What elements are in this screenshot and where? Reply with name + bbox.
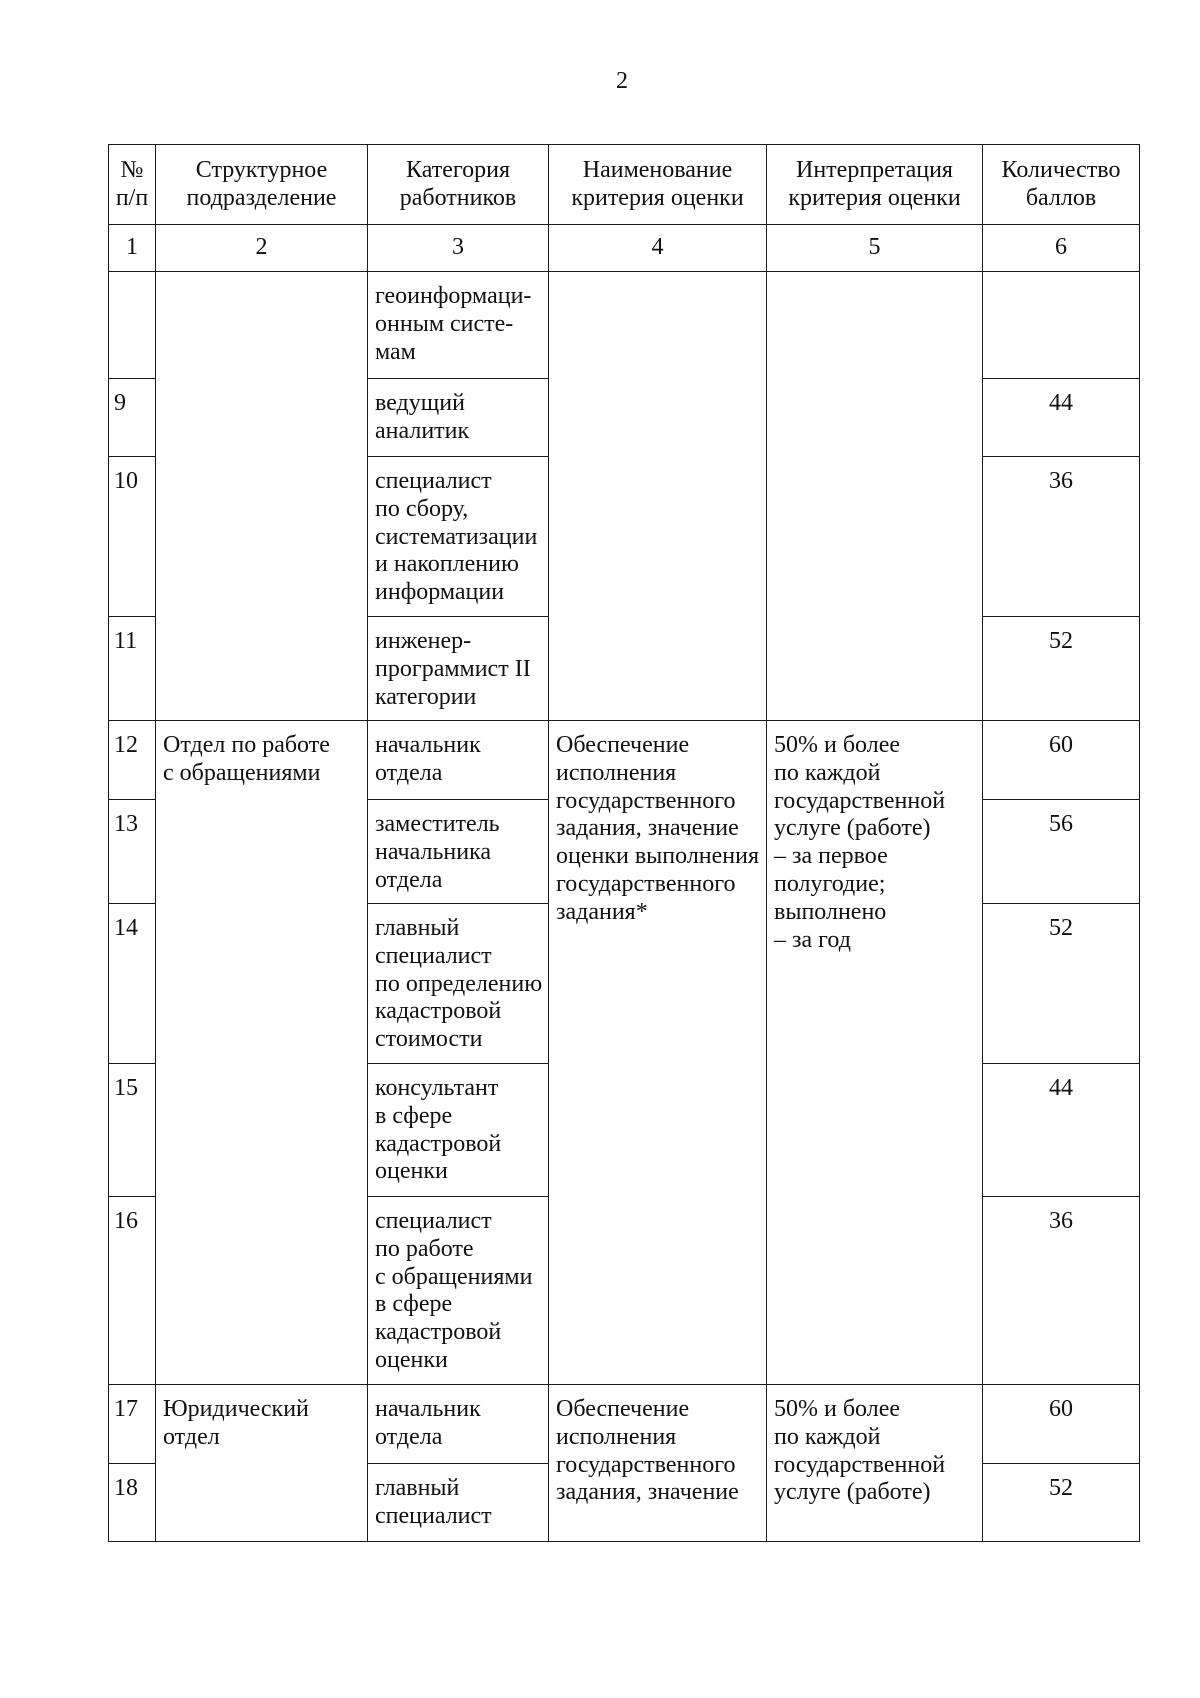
table-row (109, 721, 1140, 800)
category-cell: заместитель начальника отдела (368, 800, 549, 904)
row-number-cell: 10 (109, 457, 156, 617)
points-cell: 56 (983, 800, 1140, 904)
row-number-cell: 14 (109, 904, 156, 1064)
category-cell: специалист по работе с обращениями в сфере кадастровой оценки (368, 1197, 549, 1385)
page-number: 2 (616, 68, 628, 94)
criterion-cell (549, 272, 767, 721)
category-cell: начальник отдела (368, 721, 549, 800)
table-row (109, 272, 1140, 379)
column-number: 5 (767, 225, 983, 272)
interpretation-cell: 50% и более по каждой государственной услуге (работе) – за первое полугодие; выполнено – за год (767, 721, 983, 1385)
row-number-cell: 11 (109, 617, 156, 721)
column-number: 4 (549, 225, 767, 272)
row-number-cell: 16 (109, 1197, 156, 1385)
department-cell (156, 272, 368, 721)
row-number-cell: 9 (109, 379, 156, 457)
points-cell: 60 (983, 721, 1140, 800)
criterion-cell: Обеспечение исполнения государственного задания, значение оценки выполнения государственного задания* (549, 721, 767, 1385)
department-cell: Отдел по работе с обращениями (156, 721, 368, 1385)
points-cell: 44 (983, 379, 1140, 457)
column-number: 6 (983, 225, 1140, 272)
row-number-cell: 13 (109, 800, 156, 904)
criteria-table (108, 144, 1140, 1542)
column-number-row (109, 225, 1140, 272)
row-number-cell: 15 (109, 1064, 156, 1197)
points-cell: 60 (983, 1385, 1140, 1464)
column-number: 1 (109, 225, 156, 272)
row-number-cell: 12 (109, 721, 156, 800)
header-points: Количество баллов (983, 145, 1140, 225)
table-row (109, 1385, 1140, 1464)
category-cell: специалист по сбору, систематизации и накоплению информации (368, 457, 549, 617)
column-number: 2 (156, 225, 368, 272)
points-cell: 52 (983, 1464, 1140, 1542)
row-number-cell: 18 (109, 1464, 156, 1542)
header-number: № п/п (109, 145, 156, 225)
points-cell: 36 (983, 1197, 1140, 1385)
category-cell: главный специалист (368, 1464, 549, 1542)
category-cell: консультант в сфере кадастровой оценки (368, 1064, 549, 1197)
interpretation-cell (767, 272, 983, 721)
points-cell (983, 272, 1140, 379)
interpretation-cell: 50% и более по каждой государственной услуге (работе) (767, 1385, 983, 1542)
criterion-cell: Обеспечение исполнения государственного задания, значение (549, 1385, 767, 1542)
points-cell: 44 (983, 1064, 1140, 1197)
row-number-cell (109, 272, 156, 379)
category-cell: ведущий аналитик (368, 379, 549, 457)
header-department: Структурное подразделение (156, 145, 368, 225)
category-cell: главный специалист по определению кадастровой стоимости (368, 904, 549, 1064)
header-category: Категория работников (368, 145, 549, 225)
row-number-cell: 17 (109, 1385, 156, 1464)
column-number: 3 (368, 225, 549, 272)
department-cell: Юридический отдел (156, 1385, 368, 1542)
header-criterion: Наименование критерия оценки (549, 145, 767, 225)
points-cell: 52 (983, 617, 1140, 721)
category-cell: инженер- программист II категории (368, 617, 549, 721)
category-cell: геоинформаци- онным систе- мам (368, 272, 549, 379)
header-row (109, 145, 1140, 225)
points-cell: 52 (983, 904, 1140, 1064)
category-cell: начальник отдела (368, 1385, 549, 1464)
header-interpretation: Интерпретация критерия оценки (767, 145, 983, 225)
points-cell: 36 (983, 457, 1140, 617)
